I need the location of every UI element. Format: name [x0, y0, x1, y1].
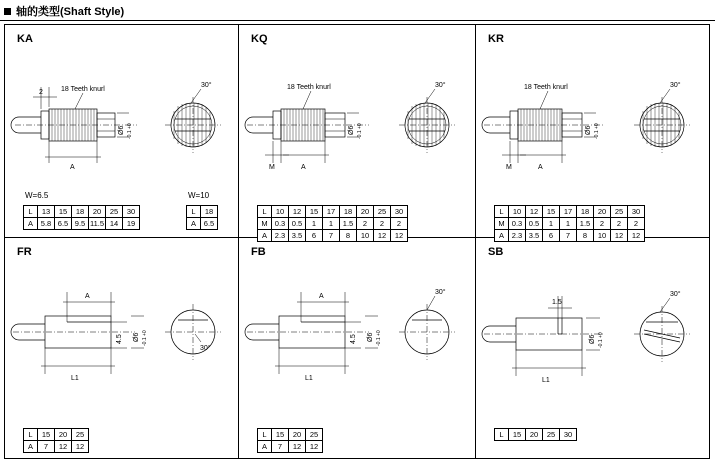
ka-table-right	[186, 205, 218, 230]
row-label: A	[495, 230, 509, 242]
svg-text:30°: 30°	[435, 82, 446, 89]
table-row	[258, 206, 408, 218]
table-cell: 7	[272, 441, 289, 453]
table-cell: 1	[560, 218, 577, 230]
table-cell: 8	[577, 230, 594, 242]
svg-text:-0.1: -0.1	[598, 339, 604, 348]
row-label: L	[495, 206, 509, 218]
svg-text:+0: +0	[376, 330, 382, 336]
svg-text:Ø6: Ø6	[367, 332, 374, 342]
svg-text:30°: 30°	[201, 82, 212, 89]
table-cell: 30	[560, 429, 577, 441]
table-cell: 2	[611, 218, 628, 230]
table-cell: 0.3	[272, 218, 289, 230]
table-cell: 5.8	[38, 218, 55, 230]
row-label: A	[187, 218, 201, 230]
drawing-ka	[5, 47, 238, 187]
ka-table-left	[23, 205, 140, 230]
row-label: A	[258, 441, 272, 453]
table-cell: 20	[526, 429, 543, 441]
table-row	[187, 218, 218, 230]
svg-text:+0: +0	[357, 123, 363, 129]
table-cell: 3.5	[526, 230, 543, 242]
row-label: L	[258, 429, 272, 441]
cell-title-kq: KQ	[251, 33, 268, 45]
svg-text:Ø6: Ø6	[589, 334, 596, 344]
drawing-fr	[5, 262, 238, 412]
table-cell: 6	[543, 230, 560, 242]
table-cell: 20	[594, 206, 611, 218]
table-cell: 15	[509, 429, 526, 441]
table-cell: 1	[323, 218, 340, 230]
table-cell: 14	[106, 218, 123, 230]
fr-table-wrap	[23, 428, 89, 453]
svg-text:L1: L1	[71, 375, 79, 382]
table-cell: 2	[357, 218, 374, 230]
table-cell: 10	[272, 206, 289, 218]
table-cell: 18	[72, 206, 89, 218]
cell-sb	[476, 238, 709, 459]
page-title: 轴的类型(Shaft Style)	[16, 6, 125, 18]
svg-text:+0: +0	[142, 330, 148, 336]
table-cell: 17	[323, 206, 340, 218]
table-cell: 20	[357, 206, 374, 218]
row-label: A	[258, 230, 272, 242]
ka-note-right: W=10	[188, 191, 210, 200]
kr-table	[494, 205, 645, 242]
table-cell: 0.5	[289, 218, 306, 230]
table-cell: 25	[72, 429, 89, 441]
table-cell: 15	[543, 206, 560, 218]
cell-kq	[239, 25, 475, 240]
table-cell: 25	[374, 206, 391, 218]
cell-title-fb: FB	[251, 246, 266, 258]
table-cell: 11.5	[89, 219, 105, 228]
svg-text:-0.1: -0.1	[594, 130, 600, 139]
drawing-kq	[239, 47, 475, 187]
table-cell: 0.5	[526, 218, 543, 230]
kr-table-wrap	[494, 205, 645, 242]
row-label: L	[258, 206, 272, 218]
svg-text:L1: L1	[542, 377, 550, 384]
table-cell: 12	[374, 230, 391, 242]
svg-text:+0: +0	[598, 332, 604, 338]
svg-text:A: A	[85, 293, 90, 300]
table-cell: 12	[72, 441, 89, 453]
table-cell: 18	[340, 206, 357, 218]
table-cell: 30	[628, 206, 645, 218]
svg-text:2: 2	[39, 89, 43, 96]
table-cell: 19	[123, 218, 140, 230]
row-label: M	[495, 218, 509, 230]
table-cell: 9.5	[72, 218, 89, 230]
svg-text:30°: 30°	[670, 291, 681, 298]
svg-text:18 Teeth knurl: 18 Teeth knurl	[287, 84, 331, 91]
table-cell: 25	[106, 206, 123, 218]
table-cell: 25	[543, 429, 560, 441]
sb-table-wrap	[494, 428, 577, 441]
svg-text:A: A	[319, 293, 324, 300]
svg-text:L1: L1	[305, 375, 313, 382]
svg-text:M: M	[506, 164, 512, 171]
fb-table-wrap	[257, 428, 323, 453]
svg-text:18 Teeth knurl: 18 Teeth knurl	[61, 86, 105, 93]
table-cell: 30	[123, 206, 140, 218]
row-label: L	[187, 206, 201, 218]
cell-title-ka: KA	[17, 33, 33, 45]
table-cell: 8	[340, 230, 357, 242]
table-cell: 6.5	[55, 218, 72, 230]
table-cell: 30	[391, 206, 408, 218]
table-row	[258, 441, 323, 453]
table-row	[24, 441, 89, 453]
cell-title-kr: KR	[488, 33, 504, 45]
row-label: L	[495, 429, 509, 441]
table-row	[258, 218, 408, 230]
ka-table-right-wrap	[186, 205, 218, 230]
svg-text:Ø6: Ø6	[585, 125, 592, 135]
sb-table	[494, 428, 577, 441]
table-cell: 20	[55, 429, 72, 441]
header-divider	[0, 20, 715, 21]
drawing-kr	[476, 47, 709, 187]
svg-text:4.5: 4.5	[116, 334, 123, 344]
table-row	[24, 218, 140, 230]
table-row	[187, 206, 218, 218]
cell-title-fr: FR	[17, 246, 32, 258]
table-row	[495, 218, 645, 230]
table-cell: 10	[594, 230, 611, 242]
cell-kr	[476, 25, 709, 240]
table-cell: 18	[201, 206, 218, 218]
kq-table	[257, 205, 408, 242]
table-cell: 10	[509, 206, 526, 218]
svg-text:Ø6: Ø6	[118, 125, 125, 135]
page-header	[0, 0, 715, 22]
table-cell: 2.3	[509, 230, 526, 242]
table-cell: 12	[611, 230, 628, 242]
cell-title-sb: SB	[488, 246, 504, 258]
table-cell: 18	[577, 206, 594, 218]
table-cell: 12	[306, 441, 323, 453]
table-cell: 2	[594, 218, 611, 230]
kq-table-wrap	[257, 205, 408, 242]
row-label: M	[258, 218, 272, 230]
table-cell: 6	[306, 230, 323, 242]
table-cell: 2	[628, 218, 645, 230]
drawing-fb	[239, 262, 475, 412]
table-cell: 2	[391, 218, 408, 230]
table-cell: 1	[306, 218, 323, 230]
table-cell: 15	[55, 206, 72, 218]
table-cell: 7	[560, 230, 577, 242]
svg-text:1.5: 1.5	[552, 299, 562, 306]
table-cell: 1.5	[577, 218, 594, 230]
table-cell: 25	[611, 206, 628, 218]
svg-text:-0.1: -0.1	[127, 130, 133, 139]
table-row	[495, 206, 645, 218]
svg-text:-0.1: -0.1	[142, 337, 148, 346]
table-cell: 1.5	[340, 218, 357, 230]
svg-text:M: M	[269, 164, 275, 171]
row-label: A	[24, 441, 38, 453]
row-label: L	[24, 206, 38, 218]
svg-text:30°: 30°	[200, 345, 211, 352]
table-cell: 12	[391, 230, 408, 242]
table-row	[24, 429, 89, 441]
table-cell: 13	[38, 206, 55, 218]
table-cell: 2.3	[272, 230, 289, 242]
black-square-marker-icon	[4, 8, 11, 15]
svg-text:-0.1: -0.1	[357, 130, 363, 139]
table-cell: 0.3	[509, 218, 526, 230]
row-label: L	[24, 429, 38, 441]
drawing-sb	[476, 262, 709, 412]
cell-fb	[239, 238, 475, 459]
table-cell: 12	[628, 230, 645, 242]
svg-text:A: A	[70, 164, 75, 171]
fb-table	[257, 428, 323, 453]
ka-table-left-wrap	[23, 205, 140, 230]
svg-text:+0: +0	[594, 123, 600, 129]
table-cell: 15	[38, 429, 55, 441]
table-cell: 12	[55, 441, 72, 453]
table-cell: 12	[526, 206, 543, 218]
svg-text:30°: 30°	[435, 289, 446, 296]
row-label: A	[24, 218, 38, 230]
table-row	[258, 429, 323, 441]
table-cell: 25	[306, 429, 323, 441]
svg-text:Ø6: Ø6	[133, 332, 140, 342]
cell-fr	[5, 238, 238, 459]
svg-text:+0: +0	[127, 123, 133, 129]
table-cell: 20	[289, 429, 306, 441]
table-cell: 3.5	[289, 230, 306, 242]
svg-text:A: A	[538, 164, 543, 171]
table-row	[495, 429, 577, 441]
svg-text:18 Teeth knurl: 18 Teeth knurl	[524, 84, 568, 91]
table-cell: 1	[543, 218, 560, 230]
table-row	[24, 206, 140, 218]
table-cell: 12	[289, 206, 306, 218]
table-cell: 20	[89, 206, 106, 218]
table-cell: 17	[560, 206, 577, 218]
svg-text:30°: 30°	[670, 82, 681, 89]
table-cell: 7	[323, 230, 340, 242]
table-cell: 7	[38, 441, 55, 453]
table-cell: 12	[289, 441, 306, 453]
ka-note-left: W=6.5	[25, 191, 49, 200]
svg-text:4.5: 4.5	[350, 334, 357, 344]
table-cell: 6.5	[201, 218, 218, 230]
table-cell: 15	[272, 429, 289, 441]
table-cell: 15	[306, 206, 323, 218]
svg-text:-0.1: -0.1	[376, 337, 382, 346]
table-cell: 10	[357, 230, 374, 242]
fr-table	[23, 428, 89, 453]
cell-ka	[5, 25, 238, 237]
svg-text:Ø6: Ø6	[348, 125, 355, 135]
table-cell: 2	[374, 218, 391, 230]
shaft-style-grid	[4, 24, 710, 459]
svg-text:A: A	[301, 164, 306, 171]
